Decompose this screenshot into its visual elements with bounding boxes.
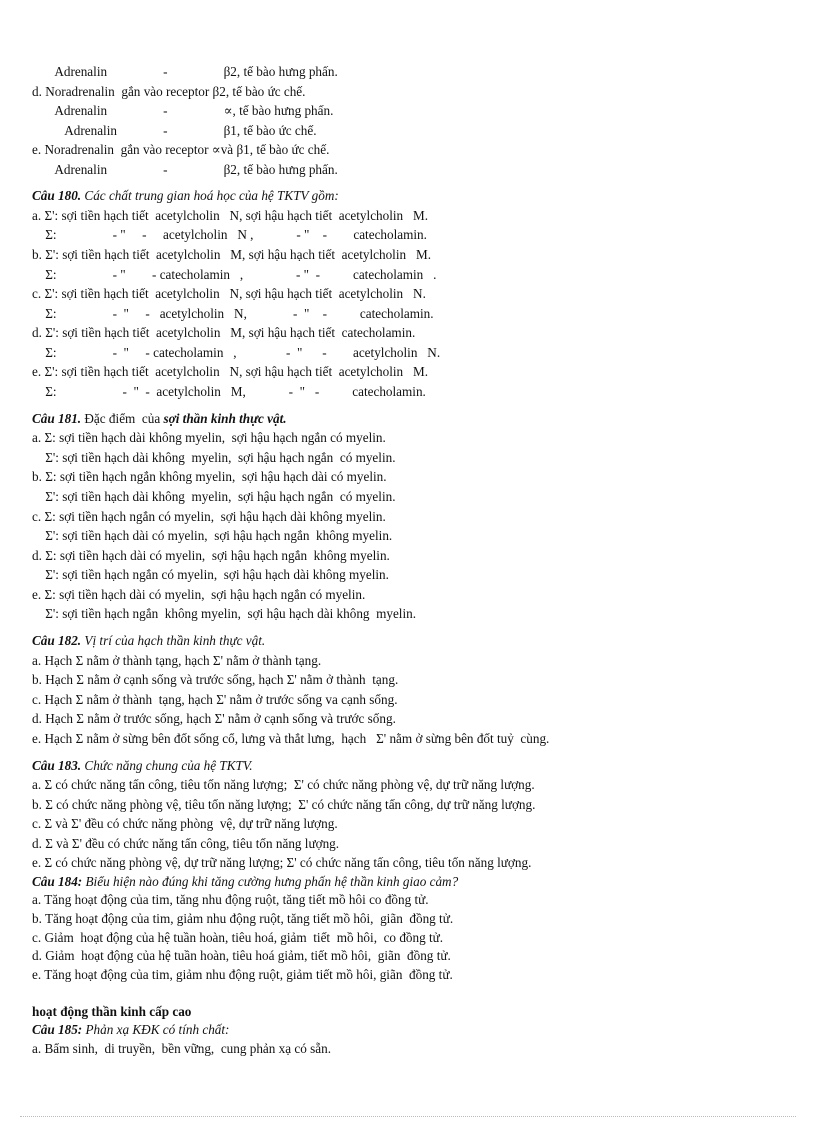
option-line: Adrenalin - β1, tế bào ức chế. (32, 123, 317, 138)
question-text-emphasis: sợi thần kinh thực vật. (163, 411, 287, 426)
option-line: Σ: - " - catecholamin , - " - acetylcholin N. (32, 345, 441, 360)
option-line: d. Noradrenalin gắn vào receptor β2, tế bào ức chế. (32, 84, 306, 99)
option-line: a. Tăng hoạt động của tim, tăng nhu động ruột, tăng tiết mồ hôi co đồng tử. (32, 892, 429, 907)
question-text: Phản xạ KĐK có tính chất: (82, 1022, 230, 1037)
option-line: Σ: - " - catecholamin , - " - catecholamin . (32, 267, 437, 282)
option-line: c. Hạch Σ nằm ở thành tạng, hạch Σ' nằm ở trước sống va cạnh sống. (32, 692, 398, 707)
question-text: Biểu hiện nào đúng khi tăng cường hưng phấn hệ thần kinh giao cảm? (82, 874, 459, 889)
option-line: e. Noradrenalin gắn vào receptor ∝và β1, tế bào ức chế. (32, 142, 330, 157)
option-line: c. Σ': sợi tiền hạch tiết acetylcholin N, sợi hậu hạch tiết acetylcholin N. (32, 286, 426, 301)
question-heading (32, 188, 339, 204)
option-line: Σ: - " - acetylcholin M, - " - catecholamin. (32, 384, 426, 399)
option-line: b. Σ: sợi tiền hạch ngắn không myelin, sợi hậu hạch dài có myelin. (32, 469, 387, 484)
question-number: Câu 180. (32, 188, 82, 203)
option-line: Σ': sợi tiền hạch dài không myelin, sợi hậu hạch ngắn có myelin. (32, 489, 396, 504)
page-bottom-border (20, 1116, 796, 1117)
option-line: d. Giảm hoạt động của hệ tuần hoàn, tiêu hoá giảm, tiết mồ hôi, giãn đồng tử. (32, 948, 451, 963)
option-line: Adrenalin - β2, tế bào hưng phấn. (32, 64, 338, 79)
option-line: e. Hạch Σ nằm ở sừng bên đốt sống cổ, lưng và thắt lưng, hạch Σ' nằm ở sừng bên đốt tuỷ cùng. (32, 731, 550, 746)
option-line: e. Σ có chức năng phòng vệ, dự trữ năng lượng; Σ' có chức năng tấn công, tiêu tốn năng lượng. (32, 855, 532, 870)
option-line: b. Σ': sợi tiền hạch tiết acetylcholin M, sợi hậu hạch tiết acetylcholin M. (32, 247, 432, 262)
option-line: Σ': sợi tiền hạch dài không myelin, sợi hậu hạch ngắn có myelin. (32, 450, 396, 465)
question-heading (32, 874, 458, 890)
option-line: Adrenalin - β2, tế bào hưng phấn. (32, 162, 338, 177)
option-line: a. Σ có chức năng tấn công, tiêu tốn năng lượng; Σ' có chức năng phòng vệ, dự trữ năng lượng. (32, 777, 535, 792)
question-number: Câu 182. (32, 633, 82, 648)
question-heading (32, 1022, 229, 1038)
question-text: Đặc điểm của (81, 411, 164, 426)
option-line: d. Hạch Σ nằm ở trước sống, hạch Σ' nằm ở cạnh sống và trước sống. (32, 711, 396, 726)
option-line: a. Σ: sợi tiền hạch dài không myelin, sợi hậu hạch ngắn có myelin. (32, 430, 386, 445)
question-heading (32, 633, 265, 649)
question-text: Vị trí của hạch thần kinh thực vật. (81, 633, 266, 648)
option-line: d. Σ: sợi tiền hạch dài có myelin, sợi hậu hạch ngắn không myelin. (32, 548, 390, 563)
option-line: d. Σ và Σ' đều có chức năng tấn công, tiêu tốn năng lượng. (32, 836, 340, 851)
option-line: Σ: - " - acetylcholin N, - " - catecholamin. (32, 306, 434, 321)
question-number: Câu 184: (32, 874, 83, 889)
option-line: c. Σ: sợi tiền hạch ngắn có myelin, sợi hậu hạch dài không myelin. (32, 509, 386, 524)
option-line: e. Σ': sợi tiền hạch tiết acetylcholin N, sợi hậu hạch tiết acetylcholin M. (32, 364, 429, 379)
question-number: Câu 185: (32, 1022, 83, 1037)
option-line: Σ': sợi tiền hạch dài có myelin, sợi hậu hạch ngắn không myelin. (32, 528, 393, 543)
option-line: a. Σ': sợi tiền hạch tiết acetylcholin N, sợi hậu hạch tiết acetylcholin M. (32, 208, 429, 223)
section-title: hoạt động thần kinh cấp cao (32, 1004, 192, 1019)
option-line: d. Σ': sợi tiền hạch tiết acetylcholin M, sợi hậu hạch tiết catecholamin. (32, 325, 416, 340)
option-line: a. Hạch Σ nằm ở thành tạng, hạch Σ' nằm ở thành tạng. (32, 653, 322, 668)
option-line: Σ': sợi tiền hạch ngắn có myelin, sợi hậu hạch dài không myelin. (32, 567, 389, 582)
question-number: Câu 181. (32, 411, 82, 426)
option-line: Σ: - " - acetylcholin N , - " - catecholamin. (32, 227, 427, 242)
question-heading (32, 411, 287, 427)
question-number: Câu 183. (32, 758, 82, 773)
option-line: c. Σ và Σ' đều có chức năng phòng vệ, dự trữ năng lượng. (32, 816, 338, 831)
option-line: a. Bẩm sinh, di truyền, bền vững, cung phản xạ có sẵn. (32, 1041, 332, 1056)
question-text: Các chất trung gian hoá học của hệ TKTV gồm: (81, 188, 339, 203)
question-text: Chức năng chung của hệ TKTV. (81, 758, 253, 773)
option-line: Σ': sợi tiền hạch ngắn không myelin, sợi hậu hạch dài không myelin. (32, 606, 417, 621)
option-line: Adrenalin - ∝, tế bào hưng phấn. (32, 103, 334, 118)
option-line: e. Σ: sợi tiền hạch dài có myelin, sợi hậu hạch ngắn có myelin. (32, 587, 366, 602)
option-line: e. Tăng hoạt động của tim, giảm nhu động ruột, giảm tiết mồ hôi, giãn đồng tử. (32, 967, 453, 982)
option-line: c. Giảm hoạt động của hệ tuần hoàn, tiêu hoá, giảm tiết mồ hôi, co đồng tử. (32, 930, 444, 945)
option-line: b. Σ có chức năng phòng vệ, tiêu tốn năng lượng; Σ' có chức năng tấn công, dự trữ năng lượng. (32, 797, 536, 812)
option-line: b. Tăng hoạt động của tim, giảm nhu động ruột, tăng tiết mồ hôi, giãn đồng tử. (32, 911, 454, 926)
option-line: b. Hạch Σ nằm ở cạnh sống và trước sống, hạch Σ' nằm ở thành tạng. (32, 672, 399, 687)
question-heading (32, 758, 253, 774)
